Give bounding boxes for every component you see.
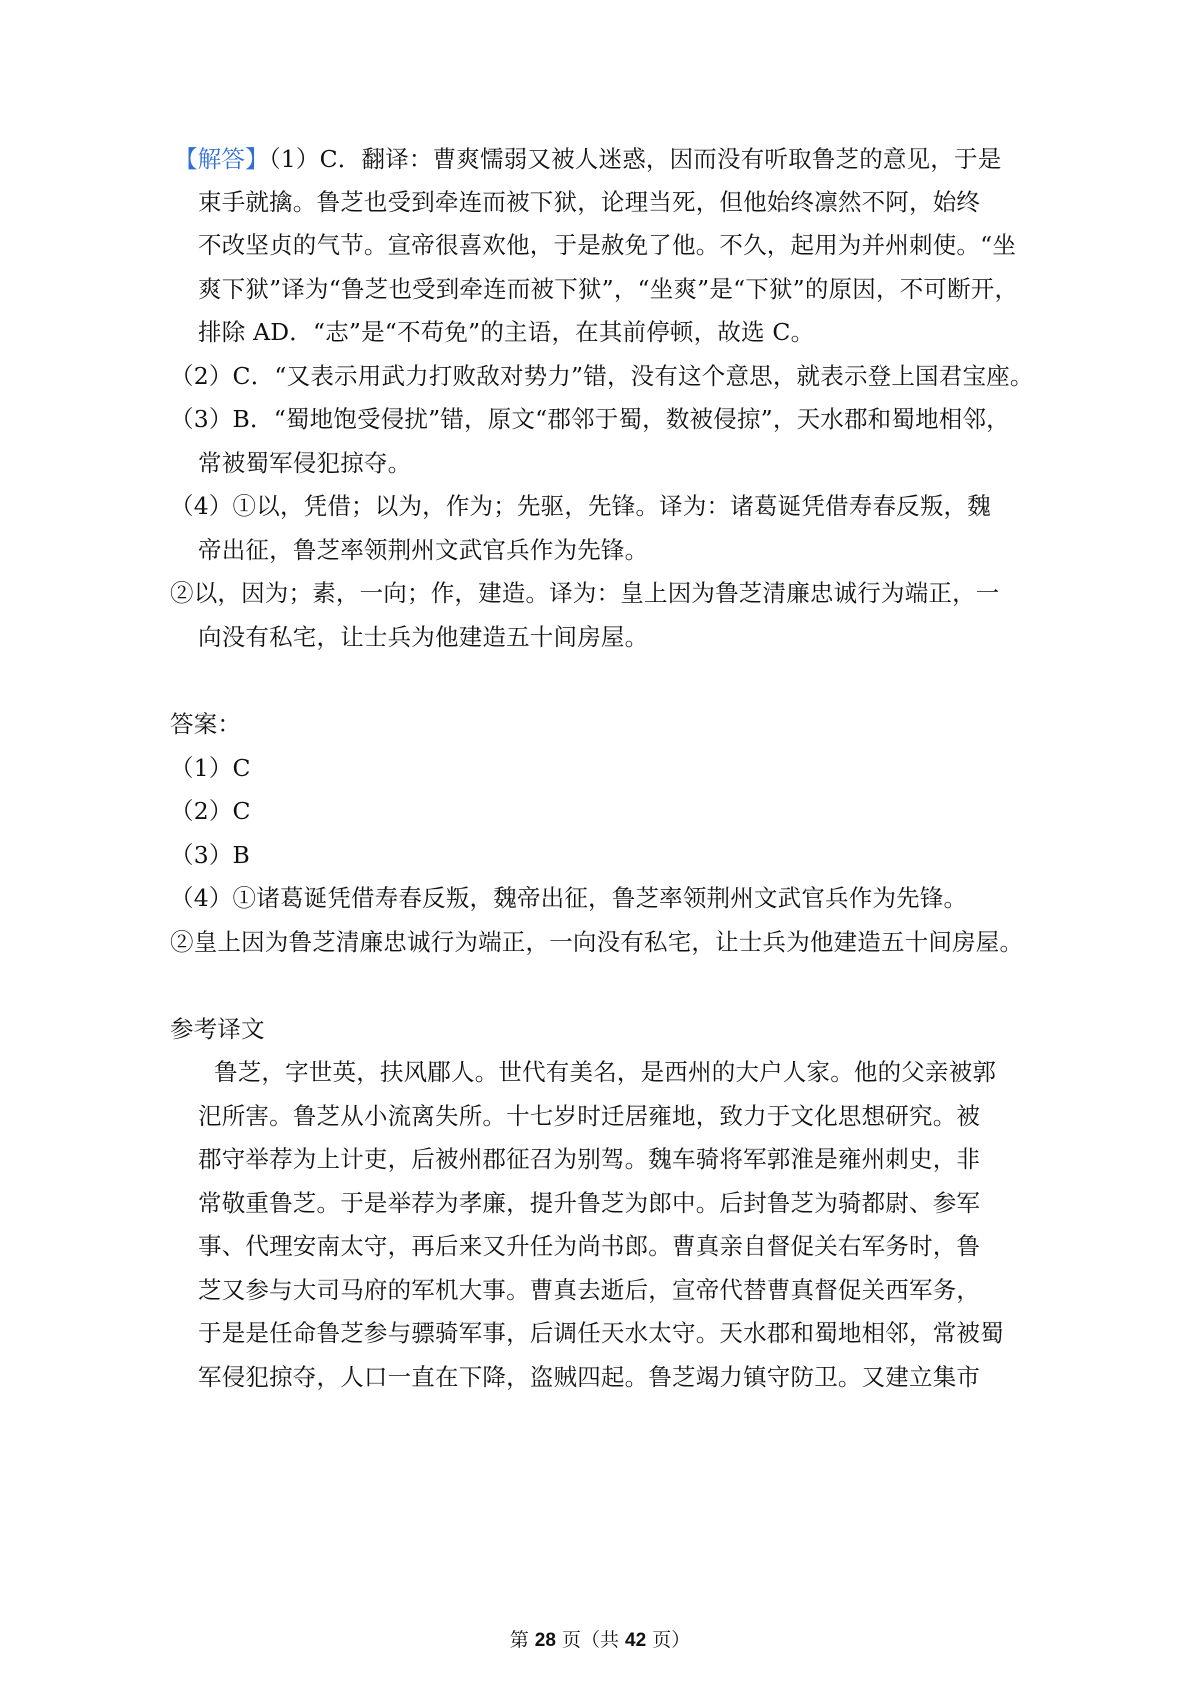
answer-q1-line-4: 爽下狱”译为“鲁芝也受到牵连而被下狱”，“坐爽”是“下狱”的原因，不可断开， xyxy=(198,275,1019,303)
answer-q3-line-2: 常被蜀军侵犯掠夺。 xyxy=(198,449,412,477)
answer-tag: 【解答】 xyxy=(174,145,269,173)
answer-q1-text: （1）C．翻译：曹爽懦弱又被人迷惑，因而没有听取鲁芝的意见，于是 xyxy=(268,145,1002,173)
translation-line: 鲁芝，字世英，扶风郿人。世代有美名，是西州的大户人家。他的父亲被郭 xyxy=(214,1058,997,1086)
page-number: 28 xyxy=(534,1630,556,1651)
translation-line: 事、代理安南太守，再后来又升任为尚书郎。曹真亲自督促关右军务时，鲁 xyxy=(198,1232,981,1260)
answer-q4-line-1: （4）①以，凭借；以为，作为；先驱，先锋。译为：诸葛诞凭借寿春反叛，魏 xyxy=(170,492,991,520)
translation-line: 芝又参与大司马府的军机大事。曹真去逝后，宣帝代替曹真督促关西军务， xyxy=(198,1276,981,1304)
answers-heading: 答案： xyxy=(170,710,242,738)
answer-item-4-line-1: （4）①诸葛诞凭借寿春反叛，魏帝出征，鲁芝率领荆州文武官兵作为先锋。 xyxy=(170,884,968,912)
translation-line: 汜所害。鲁芝从小流离失所。十七岁时迁居雍地，致力于文化思想研究。被 xyxy=(198,1102,981,1130)
answer-q1-line-3: 不改坚贞的气节。宣帝很喜欢他，于是赦免了他。不久，起用为并州刺使。“坐 xyxy=(198,231,1017,259)
answer-item-2: （2）C xyxy=(170,797,251,825)
answer-q1-line-2: 束手就擒。鲁芝也受到牵连而被下狱，论理当死，但他始终凛然不阿，始终 xyxy=(198,188,981,216)
translation-line: 于是是任命鲁芝参与骠骑军事，后调任天水太守。天水郡和蜀地相邻，常被蜀 xyxy=(198,1319,1004,1347)
footer-suffix: 页） xyxy=(652,1629,691,1651)
answer-q4-line-2: 帝出征，鲁芝率领荆州文武官兵作为先锋。 xyxy=(198,536,649,564)
answer-q2-line-1: （2）C．“又表示用武力打败敌对势力”错，没有这个意思，就表示登上国君宝座。 xyxy=(170,362,1034,390)
translation-line: 常敬重鲁芝。于是举荐为孝廉，提升鲁芝为郎中。后封鲁芝为骑都尉、参军 xyxy=(198,1189,981,1217)
page-footer xyxy=(0,1628,1200,1653)
answer-q3-line-1: （3）B．“蜀地饱受侵扰”错，原文“郡邻于蜀，数被侵掠”，天水郡和蜀地相邻， xyxy=(170,405,1010,433)
answer-item-3: （3）B xyxy=(170,841,251,869)
footer-prefix: 第 xyxy=(509,1629,529,1651)
answer-q4-line-4: 向没有私宅，让士兵为他建造五十间房屋。 xyxy=(198,623,649,651)
translation-line: 军侵犯掠夺，人口一直在下降，盗贼四起。鲁芝竭力镇守防卫。又建立集市 xyxy=(198,1363,981,1391)
translation-line: 郡守举荐为上计吏，后被州郡征召为别驾。魏车骑将军郭淮是雍州刺史，非 xyxy=(198,1145,981,1173)
answer-q1-line-1 xyxy=(174,144,1001,174)
answer-q1-line-5: 排除 AD．“志”是“不苟免”的主语，在其前停顿，故选 C。 xyxy=(198,318,815,346)
answer-q4-line-3: ②以，因为；素，一向；作，建造。译为：皇上因为鲁芝清廉忠诚行为端正，一 xyxy=(170,579,1000,607)
translation-heading: 参考译文 xyxy=(170,1015,265,1043)
footer-middle: 页（共 xyxy=(561,1629,619,1651)
total-pages: 42 xyxy=(625,1630,647,1651)
answer-item-1: （1）C xyxy=(170,754,251,782)
answer-item-4-line-2: ②皇上因为鲁芝清廉忠诚行为端正，一向没有私宅，让士兵为他建造五十间房屋。 xyxy=(170,928,1024,956)
